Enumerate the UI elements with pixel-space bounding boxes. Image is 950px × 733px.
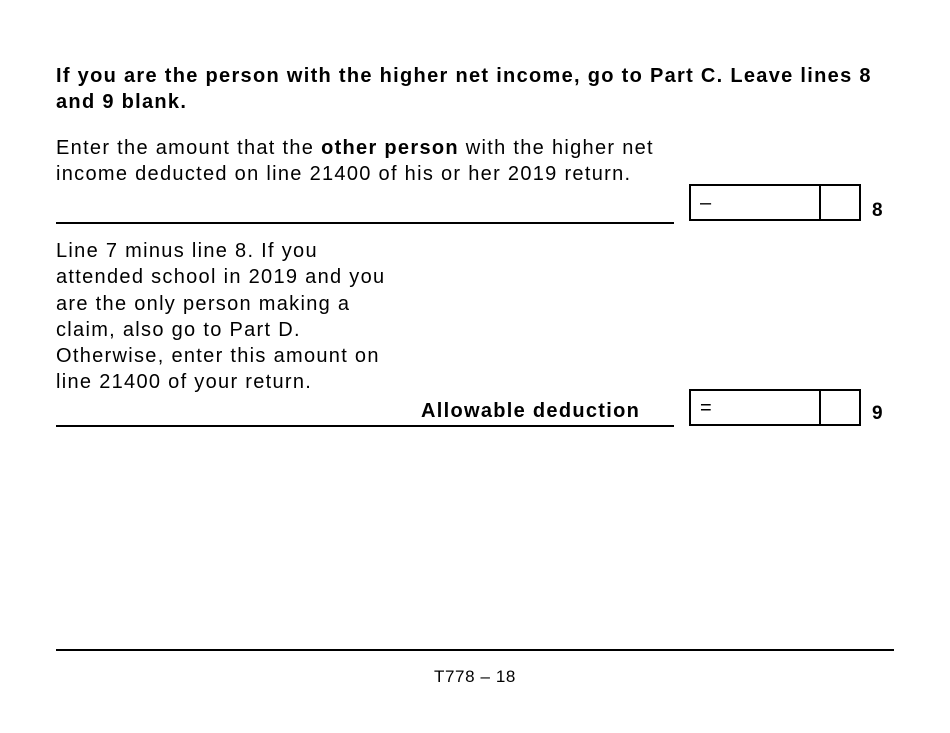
line-8-number: 8 bbox=[872, 200, 883, 221]
equals-operator: = bbox=[700, 397, 712, 419]
line-8-text-after: with the higher net income deducted on line 21400 of his or her 2019 return. bbox=[56, 137, 654, 186]
minus-operator: – bbox=[700, 192, 712, 214]
line-8-text-bold: other person bbox=[321, 137, 459, 159]
footer-rule bbox=[56, 649, 894, 651]
cents-divider bbox=[819, 186, 821, 219]
cents-divider bbox=[819, 391, 821, 424]
line-9-rule bbox=[56, 425, 674, 427]
line-9-amount-field[interactable] bbox=[689, 389, 861, 426]
line-8-amount-field[interactable] bbox=[689, 184, 861, 221]
allowable-deduction-label: Allowable deduction bbox=[421, 400, 641, 422]
line-8-rule bbox=[56, 222, 674, 224]
line-9-description: Line 7 minus line 8. If you attended school in 2019 and you are the only person making a claim, also go to Part D. Otherwise, enter this amount on line 21400 of your return. bbox=[56, 240, 386, 394]
page-number: T778 – 18 bbox=[434, 667, 516, 686]
instruction-heading: If you are the person with the higher net income, go to Part C. Leave lines 8 and 9 blank. bbox=[56, 65, 872, 113]
line-8-text-before: Enter the amount that the bbox=[56, 137, 322, 159]
line-9-number: 9 bbox=[872, 403, 883, 424]
line-8-description bbox=[56, 135, 656, 188]
